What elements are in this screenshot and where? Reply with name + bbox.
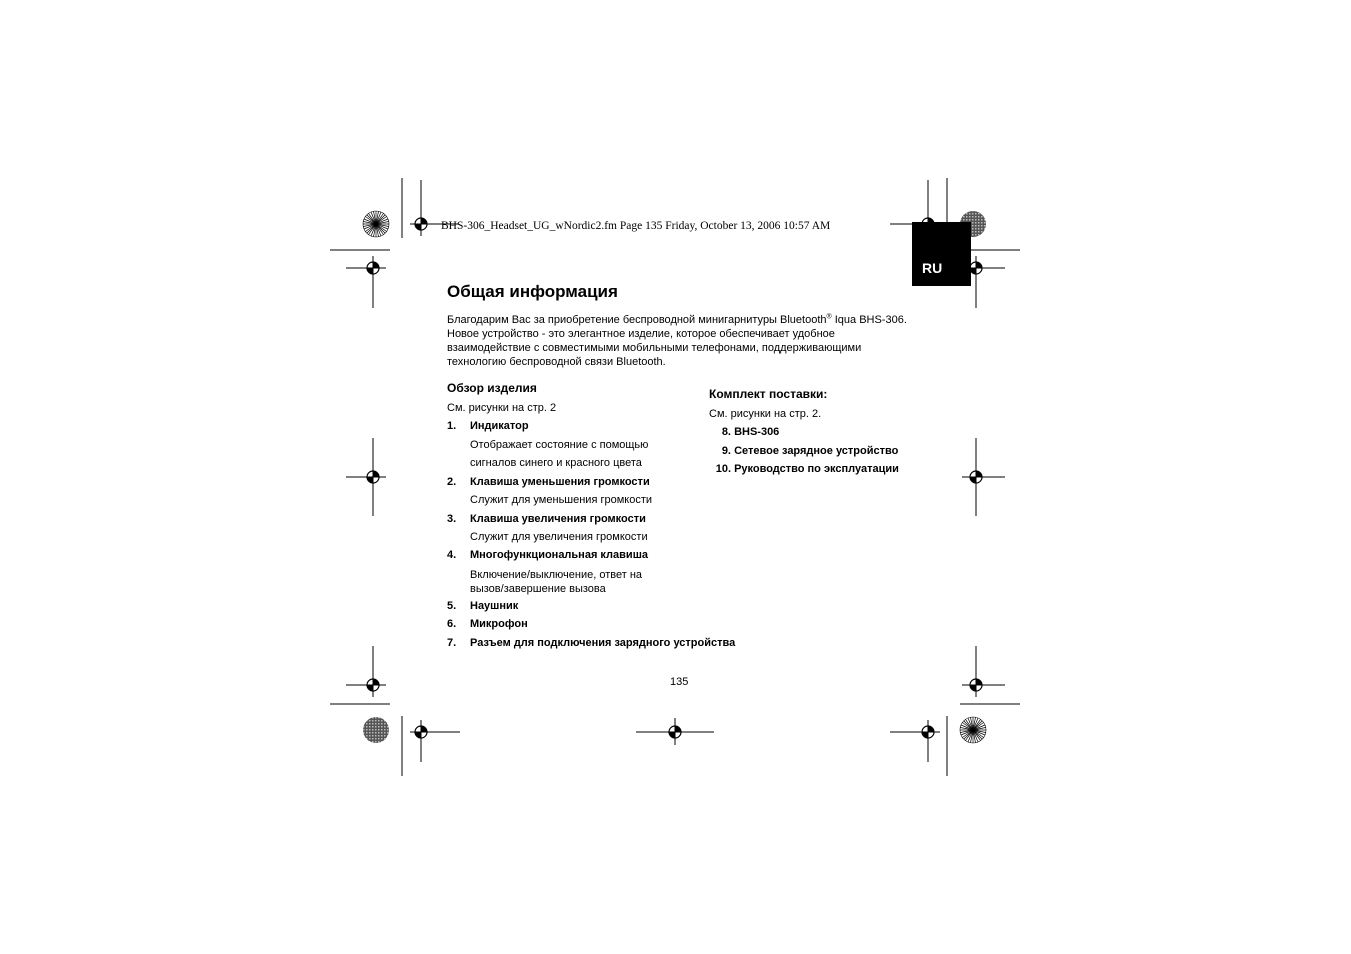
overview-item-4 (447, 549, 648, 561)
item-label: Разъем для подключения зарядного устройства (470, 637, 736, 649)
package-heading: Комплект поставки: (709, 387, 828, 401)
item-number: 5. (447, 600, 457, 612)
overview-item-3 (447, 513, 646, 525)
intro-text-2: Iqua BHS-306. Новое устройство - это элегантное изделие, которое обеспечивает удобное взаимодействие с совместимыми мобильными телефонами, поддерживающими технологию беспроводной связи Bluetooth. (447, 314, 907, 368)
overview-heading: Обзор изделия (447, 381, 537, 395)
language-tab (912, 222, 971, 286)
package-item-10 (709, 463, 899, 475)
item-label: Индикатор (470, 420, 529, 432)
overview-item-4-desc: Включение/выключение, ответ на вызов/завершение вызова (470, 569, 643, 595)
item-label: Микрофон (470, 618, 528, 630)
intro-text-1: Благодарим Вас за приобретение беспроводной минигарнитуры Bluetooth (447, 314, 827, 326)
package-ref: См. рисунки на стр. 2. (709, 408, 822, 420)
item-label: BHS-306 (734, 426, 780, 438)
overview-ref: См. рисунки на стр. 2 (447, 402, 557, 414)
slug-line: BHS-306_Headset_UG_wNordic2.fm Page 135 Friday, October 13, 2006 10:57 AM (441, 220, 831, 232)
item-number: 6. (447, 618, 457, 630)
item-number: 7. (447, 637, 457, 649)
item-number: 10. (715, 463, 731, 475)
overview-item-2-desc: Служит для уменьшения громкости (470, 494, 653, 506)
item-number: 8. (721, 426, 731, 438)
package-item-8 (709, 426, 779, 438)
package-item-9 (709, 445, 898, 457)
overview-item-6 (447, 618, 528, 630)
item-label: Наушник (470, 600, 519, 612)
intro-paragraph (447, 313, 917, 369)
overview-item-1 (447, 420, 529, 432)
item-number: 3. (447, 513, 457, 525)
item-number: 4. (447, 549, 457, 561)
overview-item-1-desc-2: сигналов синего и красного цвета (470, 457, 642, 469)
overview-item-2 (447, 476, 650, 488)
registered-mark: ® (826, 313, 832, 321)
item-label: Клавиша увеличения громкости (470, 513, 646, 525)
item-label: Клавиша уменьшения громкости (470, 476, 650, 488)
item-number: 2. (447, 476, 457, 488)
overview-item-5 (447, 600, 518, 612)
item-label: Руководство по эксплуатации (734, 463, 899, 475)
item-number: 1. (447, 420, 457, 432)
overview-item-3-desc: Служит для увеличения громкости (470, 531, 648, 543)
item-label: Сетевое зарядное устройство (734, 445, 899, 457)
item-number: 9. (721, 445, 731, 457)
language-tab-label: RU (922, 260, 943, 276)
overview-item-7 (447, 637, 735, 649)
page-number: 135 (670, 676, 689, 688)
item-label: Многофункциональная клавиша (470, 549, 648, 561)
overview-item-1-desc: Отображает состояние с помощью (470, 439, 649, 451)
page-title: Общая информация (447, 282, 618, 301)
